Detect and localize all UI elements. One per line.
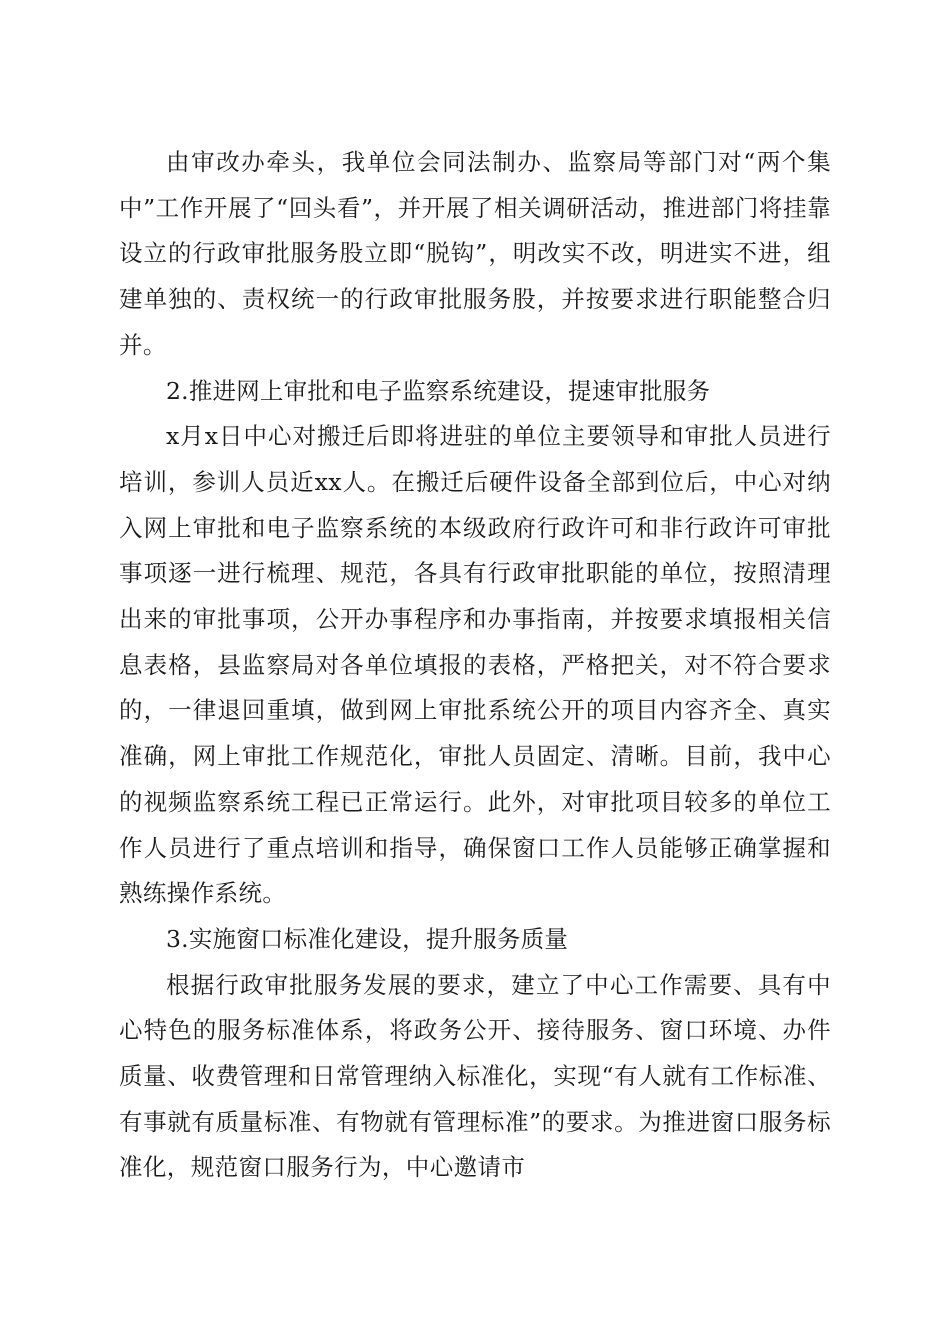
paragraph-two-concentrations-review: 由审改办牵头，我单位会同法制办、监察局等部门对“两个集中”工作开展了“回头看”，并开展了相关调研活动，推进部门将挂靠设立的行政审批服务股立即“脱钩”，明改实不改，明进实不进，组建单独的、责权统一的行政审批服务股，并按要求进行职能整合归并。 — [119, 148, 831, 359]
document-body — [119, 140, 831, 1191]
section-heading-online-approval: 2.推进网上审批和电子监察系统建设，提速审批服务 — [166, 376, 711, 405]
paragraph-online-approval-training: x月x日中心对搬迁后即将进驻的单位主要领导和审批人员进行培训，参训人员近xx人。在搬迁后硬件设备全部到位后，中心对纳入网上审批和电子监察系统的本级政府行政许可和非行政许可审批事项逐一进行梳理、规范，各具有行政审批职能的单位，按照清理出来的审批事项，公开办事程序和办事指南，并按要求填报相关信息表格，县监察局对各单位填报的表格，严格把关，对不符合要求的，一律退回重填，做到网上审批系统公开的项目内容齐全、真实准确，网上审批工作规范化，审批人员固定、清晰。目前，我中心的视频监察系统工程已正常运行。此外，对审批项目较多的单位工作人员进行了重点培训和指导，确保窗口工作人员能够正确掌握和熟练操作系统。 — [119, 422, 831, 908]
paragraph-service-standards: 根据行政审批服务发展的要求，建立了中心工作需要、具有中心特色的服务标准体系，将政务公开、接待服务、窗口环境、办件质量、收费管理和日常管理纳入标准化，实现“有人就有工作标准、有事就有质量标准、有物就有管理标准”的要求。为推进窗口服务标准化，规范窗口服务行为，中心邀请市 — [119, 970, 831, 1182]
section-heading-window-standardization: 3.实施窗口标准化建设，提升服务质量 — [166, 924, 569, 953]
